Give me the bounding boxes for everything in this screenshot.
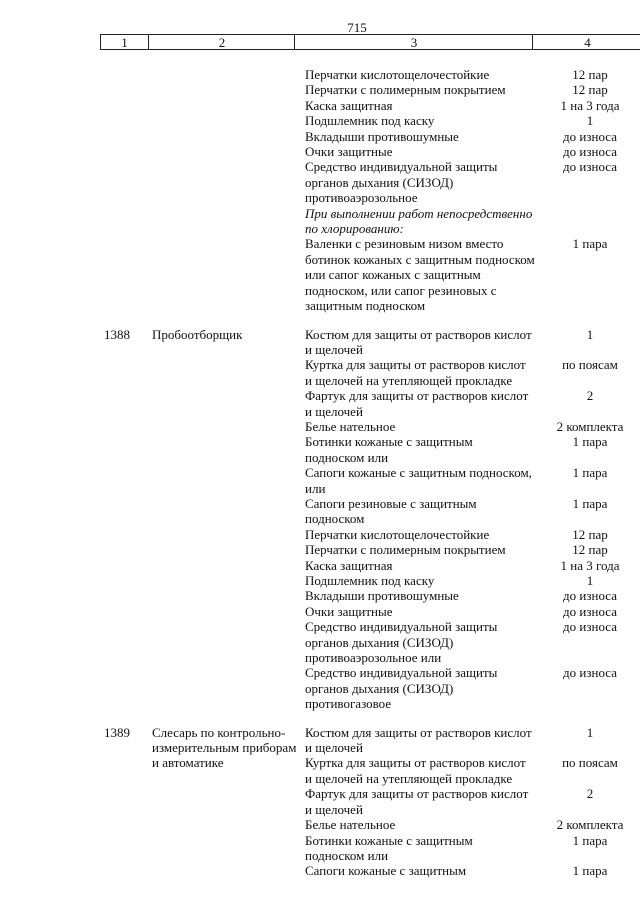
table-row (0, 863, 640, 878)
equipment-name: Куртка для защиты от растворов кислот и щелочей на утепляющей прокладке (305, 755, 526, 786)
equipment-name: Сапоги кожаные с защитным (305, 863, 467, 879)
issue-norm: 2 комплекта (556, 418, 624, 434)
profession-name: Слесарь по контрольно-измерительным приборам и автоматике (152, 724, 297, 771)
table-row (0, 67, 640, 82)
table-row (0, 419, 640, 434)
equipment-name: Очки защитные (305, 144, 393, 160)
equipment-name: Фартук для защиты от растворов кислот и щелочей (305, 786, 529, 817)
profession-name: Пробоотборщик (152, 326, 243, 342)
equipment-name: Вкладыши противошумные (305, 128, 459, 144)
table-row (0, 159, 640, 205)
equipment-name: При выполнении работ непосредственно по хлорированию: (305, 205, 533, 237)
issue-norm: 1 (586, 573, 594, 588)
equipment-name: Фартук для защиты от растворов кислот и щелочей (305, 388, 529, 419)
table-row (0, 206, 640, 237)
equipment-name: Белье нательное (305, 817, 396, 833)
row-number: 1389 (104, 724, 130, 740)
table-row (0, 113, 640, 128)
issue-norm: до износа (563, 588, 617, 604)
equipment-name: Каска защитная (305, 97, 393, 113)
table-row (0, 129, 640, 144)
header-col-2: 2 (148, 35, 295, 49)
equipment-name: Средство индивидуальной защиты органов дыхания (СИЗОД) противоаэрозольное (305, 159, 498, 206)
issue-norm: до износа (563, 128, 617, 144)
equipment-name: Подшлемник под каску (305, 113, 435, 129)
issue-norm: до износа (563, 665, 617, 681)
header-col-1: 1 (121, 35, 128, 50)
issue-norm: до износа (563, 603, 617, 619)
issue-norm: 2 (586, 786, 594, 802)
equipment-name: Средство индивидуальной защиты органов дыхания (СИЗОД) противоаэрозольное или (305, 619, 498, 666)
table-row (0, 619, 640, 665)
block-spacer (0, 314, 640, 327)
issue-norm: 12 пар (572, 542, 608, 558)
equipment-name: Ботинки кожаные с защитным подноском или (305, 434, 473, 465)
equipment-name: Белье нательное (305, 418, 396, 434)
equipment-name: Костюм для защиты от растворов кислот и щелочей (305, 326, 532, 357)
table-row (0, 465, 640, 496)
table-body (0, 67, 640, 879)
issue-norm: 2 (586, 388, 594, 404)
table-row (0, 817, 640, 832)
table-row (0, 755, 640, 786)
table-row (0, 236, 640, 313)
equipment-name: Перчатки с полимерным покрытием (305, 82, 506, 98)
issue-norm: 1 на 3 года (560, 557, 620, 573)
table-row (0, 527, 640, 542)
equipment-name: Вкладыши противошумные (305, 588, 459, 604)
equipment-name: Подшлемник под каску (305, 573, 435, 588)
table-row (0, 98, 640, 113)
table-row (0, 144, 640, 159)
equipment-name: Валенки с резиновым низом вместо ботинок кожаных с защитным подноском или сапог кожаных с защитным подноском, или сапог резиновых с защитным подноском (305, 236, 535, 314)
table-row (0, 357, 640, 388)
table-row (0, 542, 640, 557)
table-row (0, 434, 640, 465)
header-col-4: 4 (532, 35, 640, 49)
equipment-name: Сапоги резиновые с защитным подноском (305, 495, 477, 527)
issue-norm: 1 пара (572, 863, 608, 879)
table-row (0, 588, 640, 603)
issue-norm: 1 (586, 113, 594, 129)
issue-norm: 1 пара (572, 434, 608, 450)
equipment-name: Костюм для защиты от растворов кислот и щелочей (305, 724, 532, 756)
issue-norm: до износа (563, 619, 617, 635)
table-row (0, 558, 640, 573)
issue-norm: 1 пара (572, 495, 608, 511)
equipment-name: Каска защитная (305, 557, 393, 573)
row-number: 1388 (104, 326, 130, 342)
equipment-name: Перчатки кислотощелочестойкие (305, 67, 490, 82)
issue-norm: 12 пар (572, 82, 608, 98)
table-row (0, 496, 640, 527)
equipment-name: Сапоги кожаные с защитным подноском, или (305, 465, 532, 496)
issue-norm: 12 пар (572, 67, 608, 82)
equipment-name: Очки защитные (305, 603, 393, 619)
table-row (0, 665, 640, 711)
table-row (0, 327, 640, 358)
issue-norm: по поясам (562, 357, 618, 373)
issue-norm: по поясам (562, 755, 618, 771)
issue-norm: до износа (563, 144, 617, 160)
issue-norm: 1 на 3 года (560, 97, 620, 113)
table-row (0, 786, 640, 817)
issue-norm: 1 (586, 724, 594, 740)
table-header (100, 34, 640, 50)
table-row (0, 833, 640, 864)
table-row (0, 604, 640, 619)
issue-norm: 1 пара (572, 832, 608, 848)
page-number: 715 (347, 20, 367, 35)
equipment-name: Куртка для защиты от растворов кислот и щелочей на утепляющей прокладке (305, 357, 526, 388)
table-row (0, 573, 640, 588)
equipment-name: Ботинки кожаные с защитным подноском или (305, 832, 473, 863)
table-row (0, 82, 640, 97)
issue-norm: до износа (563, 159, 617, 175)
equipment-name: Средство индивидуальной защиты органов дыхания (СИЗОД) противогазовое (305, 665, 498, 712)
equipment-name: Перчатки с полимерным покрытием (305, 542, 506, 558)
issue-norm: 1 (586, 326, 594, 342)
block-spacer (0, 712, 640, 725)
table-row (0, 388, 640, 419)
issue-norm: 1 пара (572, 236, 608, 252)
header-col-3: 3 (294, 35, 533, 49)
issue-norm: 2 комплекта (556, 817, 624, 833)
issue-norm: 1 пара (572, 465, 608, 481)
issue-norm: 12 пар (572, 526, 608, 542)
equipment-name: Перчатки кислотощелочестойкие (305, 526, 490, 542)
